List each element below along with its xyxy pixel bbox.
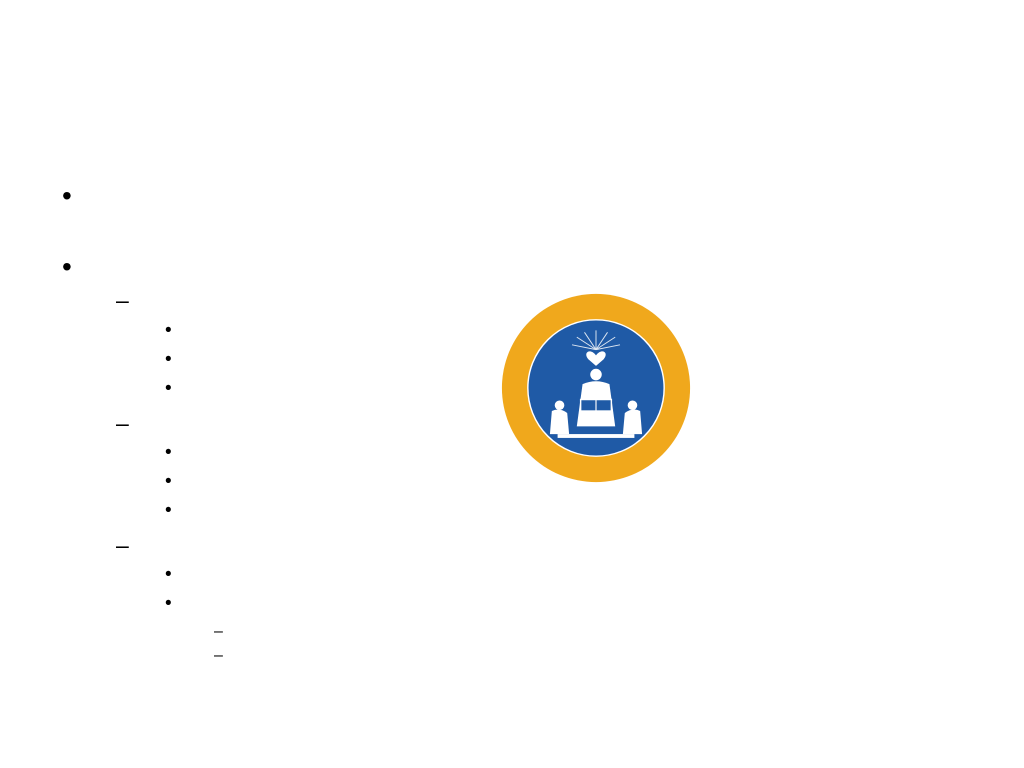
bullet-dot: • [165,442,172,463]
bullet-dot: • [165,320,172,341]
bullet-dot: • [165,471,172,492]
bullet-dot: • [165,500,172,521]
bullet-dot: • [165,378,172,399]
bullet-dot: • [62,251,72,282]
university-seal-logo [500,292,692,484]
bullet-dot: • [62,180,72,211]
bullet-dash: – [116,287,129,313]
bullet-dash: – [116,532,129,558]
bullet-dash: – [116,410,129,436]
bullet-dot: • [165,593,172,614]
bullet-dot: • [165,349,172,370]
bullet-dash: – [214,647,223,664]
bullet-dot: • [165,564,172,585]
bullet-dash: – [214,623,223,640]
